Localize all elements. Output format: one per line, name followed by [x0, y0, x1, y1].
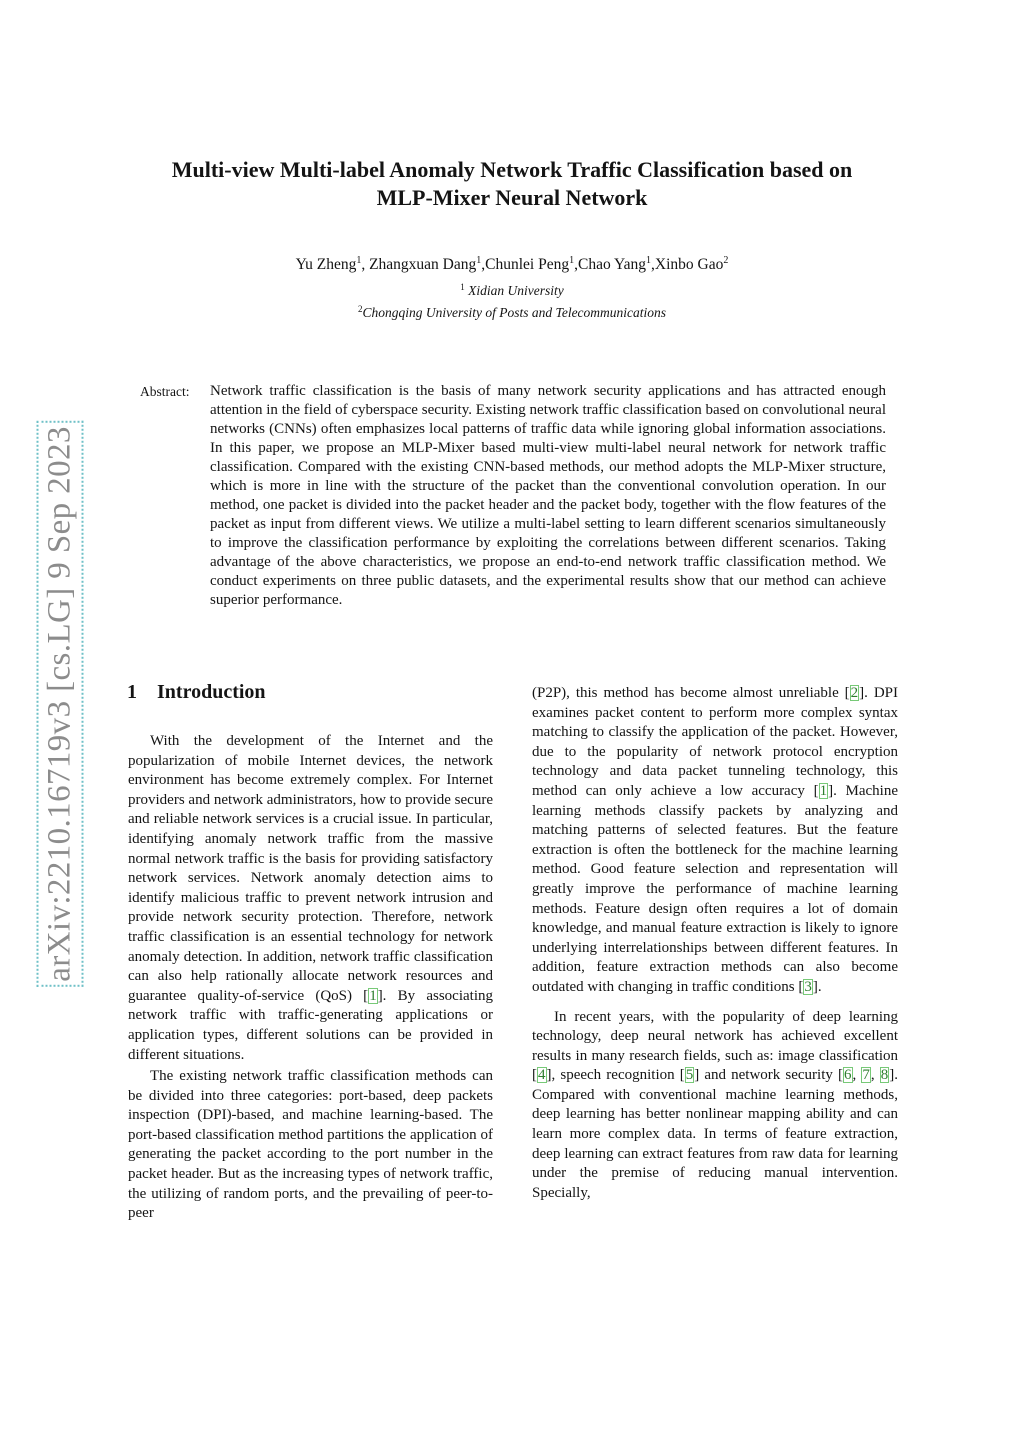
author-name: Yu Zheng — [295, 256, 357, 273]
affiliation-name: Xidian University — [468, 283, 564, 298]
author-name: Chao Yang — [577, 256, 647, 273]
author-separator: , — [361, 256, 370, 273]
author-affil-mark: 2 — [723, 255, 729, 266]
author-name: Xinbo Gao — [654, 256, 724, 273]
paper-title — [100, 156, 924, 212]
paragraph-text: ]. Compared with conventional machine learning methods, deep learning has better nonlinear mapping ability and can learn more complex data. In terms of feature extraction, deep learning can extract features from raw data for learning under the premise of reducing manual intervention. Specially, — [532, 1067, 898, 1201]
paragraph — [128, 732, 493, 1065]
citation-link[interactable]: 8 — [880, 1067, 889, 1084]
citation-link[interactable]: 2 — [850, 685, 859, 701]
author-name: Zhangxuan Dang — [369, 256, 477, 273]
paragraph-text: , — [870, 1067, 880, 1084]
left-column — [128, 732, 493, 1224]
paragraph-text: ] and network security [ — [694, 1067, 843, 1084]
abstract-label: Abstract: — [140, 384, 190, 399]
citation-link[interactable]: 1 — [819, 782, 828, 799]
author-affil-mark: 1 — [569, 255, 575, 266]
paragraph: The existing network traffic classification methods can be divided into three categories: port-based, deep packets inspection (DPI)-based, and machine learning-based. The port-based classification method partitions the application of generating the packet according to the port number in the packet header. But as the increasing types of network traffic, the utilizing of random ports, and the prevailing of peer-to-peer — [128, 1068, 493, 1222]
paragraph-text: (P2P), this method has become almost unreliable [ — [532, 685, 850, 701]
affiliation-1 — [100, 282, 924, 300]
right-column — [532, 684, 898, 1203]
paragraph-text: ]. By associating network traffic with traffic-generating applications or application types, different solutions can be provided in different situations. — [128, 987, 493, 1063]
paragraph — [532, 684, 898, 998]
section-number: 1 — [127, 681, 137, 703]
citation-link[interactable]: 6 — [844, 1067, 852, 1084]
author-separator: , — [574, 256, 578, 273]
paragraph-text: ]. DPI examines packet content to perform more complex syntax matching to classify the application of the packet. However, due to the popularity of network protocol encryption technology and data packet tunneling technology, this method can only achieve a low accuracy [ — [532, 685, 898, 799]
paragraph-text: In recent years, with the popularity of deep learning technology, deep neural network has achieved excellent results in many research fields, such as: image classification [ — [532, 1008, 898, 1084]
author-separator: , — [481, 256, 486, 273]
paragraph-text: With the development of the Internet and the popularization of mobile Internet devices, the network environment has become extremely complex. For Internet providers and network administrators, how to provide secure and reliable network services is a crucial issue. In particular, identifying anomaly network traffic from the massive normal network traffic is the basis for providing satisfactory network services. Network anomaly detection aims to identify malicious traffic to prevent network intrusion and provide network security protection. Therefore, network traffic classification is an essential technology for network anomaly detection. In addition, network traffic classification can also help rationally allocate network resources and guarantee quality-of-service (QoS) [ — [128, 733, 493, 1004]
citation-link[interactable]: 7 — [862, 1067, 870, 1084]
title-line-2: MLP-Mixer Neural Network — [376, 185, 648, 210]
affiliation-2 — [100, 304, 924, 322]
paragraph-text: ]. Machine learning methods classify packets by analyzing and matching patterns of selected features. But the feature extraction is often the bottleneck for the machine learning method. Good feature selection and representation will greatly improve the performance of machine learning methods. Feature design often requires a lot of domain knowledge, and manual feature extraction is likely to ignore underlying interrelationships between different features. In addition, feature extraction methods can also become outdated with changing in traffic conditions [ — [532, 782, 898, 995]
author-separator: , — [651, 256, 655, 273]
paragraph-text: ]. — [812, 978, 822, 995]
paragraph-text: ], speech recognition [ — [546, 1067, 685, 1084]
affiliation-mark: 1 — [460, 282, 465, 292]
affiliation-mark: 2 — [357, 304, 363, 314]
section-heading — [127, 680, 266, 704]
citation-link[interactable]: 4 — [538, 1067, 546, 1084]
author-list — [100, 255, 924, 275]
citation-link[interactable]: 3 — [804, 978, 812, 995]
author-affil-mark: 1 — [476, 255, 482, 266]
arxiv-identifier-link[interactable]: arXiv:2210.16719v3 [cs.LG] 9 Sep 2023 — [41, 426, 78, 982]
citation-link[interactable]: 5 — [685, 1067, 694, 1084]
title-line-1: Multi-view Multi-label Anomaly Network Traffic Classification based on — [171, 157, 853, 182]
affiliation-name: Chongqing University of Posts and Telecommunications — [362, 305, 667, 320]
author-affil-mark: 1 — [356, 255, 362, 266]
author-name: Chunlei Peng — [485, 256, 570, 273]
paragraph — [532, 1008, 898, 1204]
citation-link[interactable]: 1 — [369, 987, 377, 1004]
section-title: Introduction — [157, 681, 266, 703]
paragraph-text: , — [852, 1067, 862, 1084]
author-affil-mark: 1 — [646, 255, 652, 266]
abstract-text: Network traffic classification is the basis of many network security applications and has attracted enough attention in the field of cyberspace security. Existing network traffic classification based on convolutional neural networks (CNNs) often emphasizes local patterns of traffic data while ignoring global information associations. In this paper, we propose an MLP-Mixer based multi-view multi-label neural network for network traffic classification. Compared with the existing CNN-based methods, our method adopts the MLP-Mixer structure, which is more in line with the structure of the packet than the conventional convolution operation. In our method, one packet is divided into the packet header and the packet body, together with the flow features of the packet as input from different views. We utilize a multi-label setting to learn different scenarios simultaneously to improve the classification performance by exploiting the correlations between different scenarios. Taking advantage of the above characteristics, we propose an end-to-end network traffic classification method. We conduct experiments on three public datasets, and the experimental results show that our method can achieve superior performance. — [210, 383, 886, 608]
